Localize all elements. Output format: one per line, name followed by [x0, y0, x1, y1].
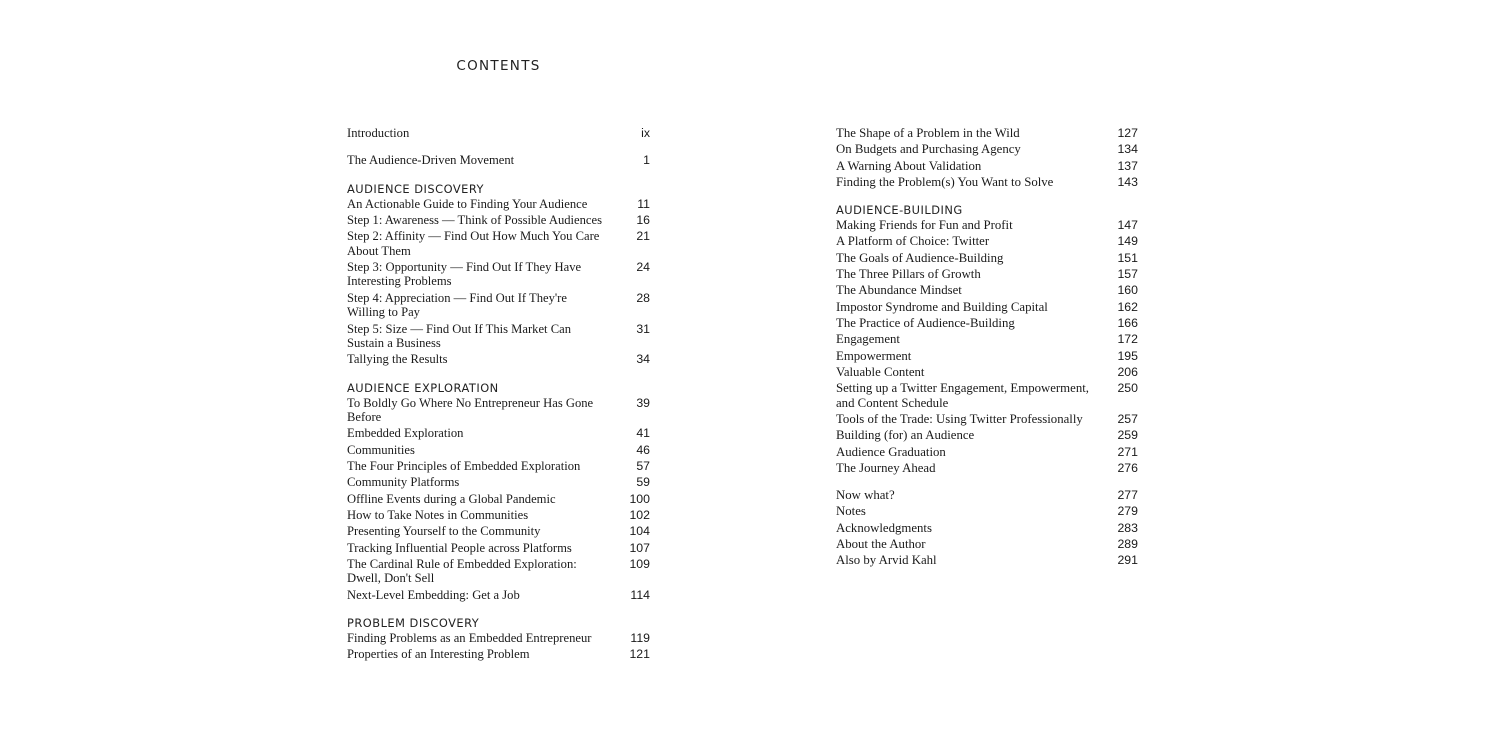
toc-entry-page: 149 — [1117, 234, 1138, 249]
toc-entry[interactable] — [347, 588, 650, 604]
toc-entry-page: 107 — [629, 540, 650, 555]
toc-entry-page: 143 — [1117, 174, 1138, 189]
toc-entry-page: 160 — [1117, 283, 1138, 298]
toc-entry[interactable] — [836, 316, 1138, 332]
toc-entry[interactable] — [836, 267, 1138, 283]
toc-entry-page: 162 — [1117, 299, 1138, 314]
toc-entry-page: 102 — [629, 507, 650, 522]
toc-entry-page: 1 — [643, 153, 650, 168]
toc-entry-page: 21 — [636, 229, 650, 244]
toc-entry-title: The Practice of Audience-Building — [836, 315, 1015, 330]
toc-entry-title: Step 5: Size — Find Out If This Market Can Sustain a Business — [347, 321, 571, 351]
toc-entry-title: Properties of an Interesting Problem — [347, 647, 530, 662]
toc-entry[interactable] — [347, 631, 650, 647]
toc-entry[interactable] — [836, 300, 1138, 316]
toc-entry-page: 59 — [636, 475, 650, 490]
toc-entry-page: 147 — [1117, 218, 1138, 233]
toc-entry-page: 114 — [630, 587, 650, 602]
toc-entry-page: 195 — [1117, 348, 1138, 363]
toc-entry-page: 250 — [1117, 381, 1138, 396]
toc-entry-title: Engagement — [836, 332, 900, 347]
toc-entry-page: 172 — [1117, 332, 1138, 347]
toc-entry-title: The Cardinal Rule of Embedded Exploration: Dwell, Don't Sell — [347, 556, 577, 586]
toc-entry-title: Step 1: Awareness — Think of Possible Audiences — [347, 212, 603, 227]
toc-entry[interactable] — [836, 283, 1138, 299]
toc-entry-page: 151 — [1117, 250, 1138, 265]
toc-entry-title: An Actionable Guide to Finding Your Audience — [347, 196, 588, 211]
toc-entry-page: 259 — [1117, 428, 1138, 443]
toc-entry[interactable] — [347, 459, 650, 475]
toc-entry[interactable] — [836, 521, 1138, 537]
toc-entry-title: Finding Problems as an Embedded Entrepreneur — [347, 630, 592, 645]
toc-entry-page: 291 — [1117, 553, 1138, 568]
toc-entry-page: 127 — [1117, 126, 1138, 140]
toc-entry-page: 166 — [1117, 315, 1138, 330]
toc-entry-page: 257 — [1117, 411, 1138, 426]
toc-entry[interactable] — [347, 541, 650, 557]
toc-entry-page: 289 — [1117, 537, 1138, 552]
toc-group — [347, 380, 650, 604]
toc-entry-page: 206 — [1117, 364, 1138, 379]
toc-entry-title: A Warning About Validation — [836, 158, 982, 173]
toc-entry[interactable] — [347, 213, 650, 229]
toc-entry-page: 271 — [1117, 444, 1138, 459]
toc-entry-title: Tracking Influential People across Platforms — [347, 540, 572, 555]
toc-entry-title: Step 4: Appreciation — Find Out If They're Willing to Pay — [347, 290, 567, 320]
toc-entry[interactable] — [836, 126, 1138, 142]
toc-entry-title: Empowerment — [836, 348, 912, 363]
toc-entry-page: 34 — [636, 352, 650, 367]
section-heading-audience-discovery: AUDIENCE DISCOVERY — [347, 181, 484, 196]
toc-entry-page: 57 — [636, 459, 650, 474]
toc-entry-title: Also by Arvid Kahl — [836, 553, 937, 568]
toc-entry[interactable] — [347, 557, 650, 588]
toc-entry-page: 16 — [636, 212, 650, 227]
toc-entry-title: The Goals of Audience-Building — [836, 250, 1004, 265]
toc-entry[interactable] — [347, 524, 650, 540]
page-title: CONTENTS — [456, 58, 541, 74]
toc-entry[interactable] — [347, 322, 650, 353]
toc-entry-title: Communities — [347, 442, 415, 457]
toc-right-column — [836, 126, 1138, 581]
toc-entry-page: 31 — [636, 321, 650, 336]
toc-group — [347, 126, 650, 142]
toc-entry[interactable] — [347, 291, 650, 322]
toc-entry[interactable] — [347, 396, 650, 427]
toc-entry-page: 276 — [1117, 460, 1138, 475]
section-heading-audience-building: AUDIENCE-BUILDING — [836, 203, 963, 218]
toc-entry-page: 46 — [636, 442, 650, 457]
toc-entry[interactable] — [836, 428, 1138, 444]
section-heading-problem-discovery: PROBLEM DISCOVERY — [347, 615, 480, 630]
toc-entry-page: ix — [641, 126, 650, 140]
toc-entry-page: 104 — [629, 524, 650, 539]
toc-entry-title: Making Friends for Fun and Profit — [836, 218, 1013, 233]
toc-entry[interactable] — [836, 412, 1138, 428]
toc-entry-page: 279 — [1117, 504, 1138, 519]
toc-entry-page: 11 — [637, 196, 650, 211]
toc-entry-title: Impostor Syndrome and Building Capital — [836, 299, 1048, 314]
toc-entry-title: The Journey Ahead — [836, 460, 936, 475]
toc-entry-title: Valuable Content — [836, 364, 925, 379]
toc-entry-page: 28 — [636, 290, 650, 305]
toc-entry-title: Community Platforms — [347, 475, 460, 490]
toc-entry[interactable] — [836, 504, 1138, 520]
toc-entry-title: On Budgets and Purchasing Agency — [836, 142, 1021, 157]
toc-entry[interactable] — [347, 508, 650, 524]
toc-entry-title: Tools of the Trade: Using Twitter Professionally — [836, 411, 1083, 426]
toc-entry-page: 277 — [1117, 488, 1138, 503]
toc-entry-page: 134 — [1117, 142, 1138, 157]
toc-entry-title: Notes — [836, 504, 866, 519]
toc-entry-title: Offline Events during a Global Pandemic — [347, 491, 556, 506]
toc-entry-title: Tallying the Results — [347, 352, 448, 367]
toc-entry-page: 100 — [629, 491, 650, 506]
toc-entry[interactable] — [347, 197, 650, 213]
toc-entry[interactable] — [347, 126, 650, 142]
toc-entry-page: 41 — [636, 426, 650, 441]
toc-entry-title: Next-Level Embedding: Get a Job — [347, 587, 520, 602]
toc-entry[interactable] — [347, 260, 650, 291]
toc-entry[interactable] — [836, 142, 1138, 158]
toc-entry-title: The Abundance Mindset — [836, 283, 962, 298]
toc-entry[interactable] — [836, 553, 1138, 569]
section-heading-audience-exploration: AUDIENCE EXPLORATION — [347, 380, 499, 395]
toc-entry-page: 137 — [1117, 158, 1138, 173]
toc-entry[interactable] — [347, 229, 650, 260]
toc-entry[interactable] — [347, 426, 650, 442]
toc-entry-title: Step 3: Opportunity — Find Out If They Have Interesting Problems — [347, 259, 582, 289]
toc-entry-title: The Four Principles of Embedded Exploration — [347, 459, 581, 474]
toc-group — [836, 488, 1138, 569]
toc-entry-title: The Shape of a Problem in the Wild — [836, 126, 1020, 140]
toc-entry[interactable] — [836, 381, 1138, 412]
toc-entry-title: The Audience-Driven Movement — [347, 153, 515, 168]
toc-left-column — [347, 126, 650, 675]
toc-entry[interactable] — [836, 332, 1138, 348]
toc-entry-page: 24 — [636, 259, 650, 274]
toc-entry-title: Embedded Exploration — [347, 426, 464, 441]
toc-group — [836, 126, 1138, 191]
toc-entry[interactable] — [347, 492, 650, 508]
toc-entry-title: Step 2: Affinity — Find Out How Much You Care About Them — [347, 229, 600, 258]
toc-entry[interactable] — [836, 365, 1138, 381]
toc-group — [836, 202, 1138, 477]
toc-entry-page: 109 — [629, 556, 650, 571]
toc-entry-page: 39 — [636, 395, 650, 410]
toc-entry-title: Presenting Yourself to the Community — [347, 524, 541, 539]
toc-entry[interactable] — [836, 461, 1138, 477]
toc-group — [347, 615, 650, 664]
toc-group — [347, 153, 650, 169]
toc-entry-title: Building (for) an Audience — [836, 428, 975, 443]
toc-entry-title: To Boldly Go Where No Entrepreneur Has Gone Before — [347, 395, 594, 425]
toc-entry[interactable] — [836, 159, 1138, 175]
toc-entry[interactable] — [347, 475, 650, 491]
toc-entry-page: 119 — [630, 630, 650, 645]
toc-entry[interactable] — [836, 251, 1138, 267]
toc-entry[interactable] — [836, 175, 1138, 191]
toc-entry-title: A Platform of Choice: Twitter — [836, 234, 990, 249]
toc-entry[interactable] — [836, 488, 1138, 504]
toc-entry[interactable] — [347, 647, 650, 663]
toc-entry[interactable] — [347, 352, 650, 368]
toc-entry[interactable] — [836, 349, 1138, 365]
toc-entry[interactable] — [347, 443, 650, 459]
toc-entry-title: Audience Graduation — [836, 444, 946, 459]
toc-entry-title: Introduction — [347, 126, 410, 140]
toc-entry-title: The Three Pillars of Growth — [836, 267, 981, 282]
toc-entry-title: How to Take Notes in Communities — [347, 507, 529, 522]
toc-entry[interactable] — [836, 218, 1138, 234]
toc-entry-page: 121 — [629, 647, 650, 662]
toc-entry-page: 283 — [1117, 520, 1138, 535]
toc-entry[interactable] — [836, 537, 1138, 553]
toc-entry-title: Now what? — [836, 488, 895, 503]
toc-entry-page: 157 — [1117, 267, 1138, 282]
toc-entry-title: Setting up a Twitter Engagement, Empowerment, and Content Schedule — [836, 381, 1089, 410]
toc-entry[interactable] — [347, 153, 650, 169]
toc-entry[interactable] — [836, 234, 1138, 250]
toc-entry-title: Finding the Problem(s) You Want to Solve — [836, 174, 1054, 189]
toc-entry-title: About the Author — [836, 537, 926, 552]
toc-entry[interactable] — [836, 445, 1138, 461]
toc-entry-title: Acknowledgments — [836, 520, 932, 535]
toc-group — [347, 181, 650, 369]
